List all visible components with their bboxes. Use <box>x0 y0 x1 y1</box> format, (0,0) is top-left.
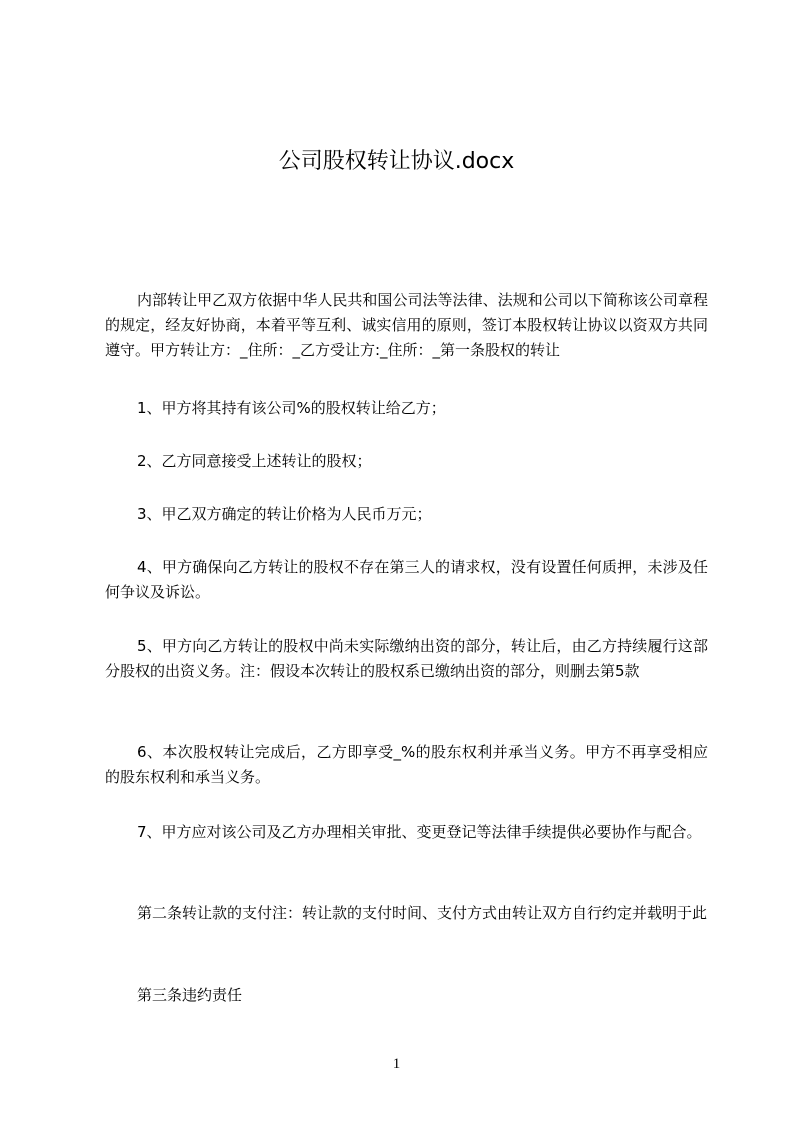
paragraph-clause-7: 7、甲方应对该公司及乙方办理相关审批、变更登记等法律手续提供必要协作与配合。 <box>137 823 702 841</box>
paragraph-clause-2: 2、乙方同意接受上述转让的股权； <box>137 452 372 470</box>
paragraph-clause-3: 3、甲乙双方确定的转让价格为人民币万元； <box>137 505 432 523</box>
paragraph-clause-6: 6、本次股权转让完成后，乙方即享受_%的股东权利并承当义务。甲方不再享受相应的股东权利和承当义务。 <box>105 743 708 786</box>
paragraph-preamble: 内部转让甲乙双方依据中华人民共和国公司法等法律、法规和公司以下简称该公司章程的规定，经友好协商，本着平等互利、诚实信用的原则，签订本股权转让协议以资双方共同遵守。甲方转让方：_住所：_乙方受让方:_住所：_第一条股权的转让 <box>105 291 708 359</box>
document-title: 公司股权转让协议.docx <box>278 149 515 174</box>
paragraph-article-2: 第二条转让款的支付注：转让款的支付时间、支付方式由转让双方自行约定并载明于此 <box>137 904 708 922</box>
paragraph-clause-1: 1、甲方将其持有该公司%的股权转让给乙方； <box>137 399 446 417</box>
paragraph-article-3: 第三条违约责任 <box>137 986 243 1004</box>
paragraph-clause-4: 4、甲方确保向乙方转让的股权不存在第三人的请求权，没有设置任何质押，未涉及任何争议及诉讼。 <box>105 558 708 601</box>
paragraph-clause-5: 5、甲方向乙方转让的股权中尚未实际缴纳出资的部分，转让后，由乙方持续履行这部分股权的出资义务。注：假设本次转让的股权系已缴纳出资的部分，则删去第5款 <box>105 637 708 680</box>
page-number: 1 <box>392 1056 401 1072</box>
